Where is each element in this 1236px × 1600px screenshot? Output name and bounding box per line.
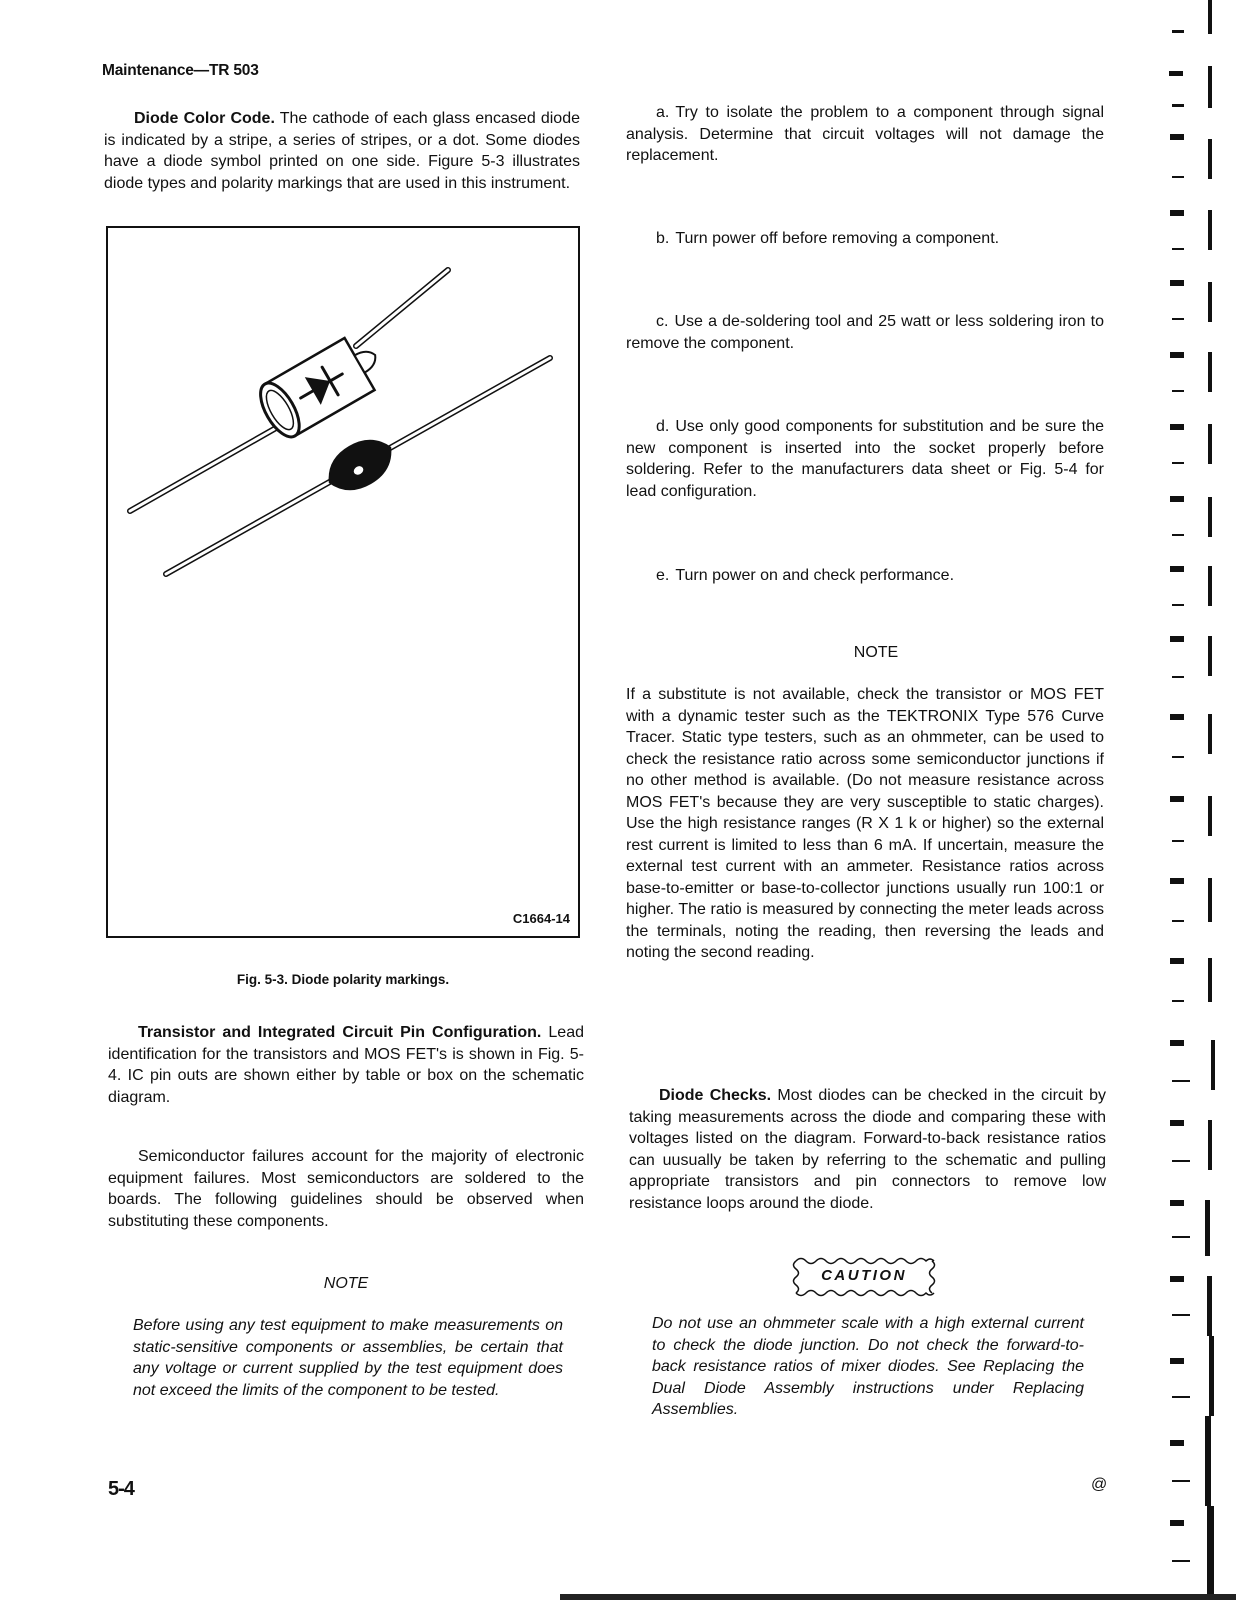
section-text: The cathode of each glass encased diode is indicated by a stripe, a series of stripes, or a dot. Some diodes have a diode symbol printed on one side. Figure 5-3 illustrates diode types and polarity markings that are used in this instrument. bbox=[104, 110, 580, 192]
note-body-right: If a substitute is not available, check the transistor or MOS FET with a dynamic tester such as the TEKTRONIX Type 576 Curve Tracer. Static type testers, such as an ohmmeter, can be used to check the resistance ratio across some semiconductor junctions if no other method is available. (Do not measure resistance across MOS FET's because they are very susceptible to static charges). Use the high resistance ranges (R X 1 k or higher) so the external rest current is limited to less than 6 mA. If uncertain, measure the external test current with an ammeter. Resistance ratios across base-to-emitter or base-to-collector junctions usually run 100:1 or higher. The ratio is measured by connecting the meter leads across the terminals, noting the reading, then reversing the leads and noting the second reading. bbox=[626, 686, 1104, 961]
note-body-left: Before using any test equipment to make measurements on static-sensitive components or assemblies, be certain that any voltage or current supplied by the test equipment does not exceed the limits of the component to be tested. bbox=[133, 1317, 563, 1399]
section-lead: Diode Color Code. bbox=[134, 110, 275, 127]
step-letter: d. bbox=[656, 418, 670, 435]
step-text: Turn power off before removing a component. bbox=[675, 230, 1000, 247]
figure-diode-polarity bbox=[106, 226, 580, 938]
caution-label: CAUTION bbox=[821, 1267, 907, 1284]
step-text: Use a de-soldering tool and 25 watt or less soldering iron to remove the component. bbox=[626, 313, 1104, 352]
step-letter: b. bbox=[656, 230, 670, 247]
footer-mark: @ bbox=[1091, 1476, 1108, 1493]
caution-badge bbox=[790, 1255, 938, 1299]
step-letter: a. bbox=[656, 104, 670, 121]
step-text: Use only good components for substitution and be sure the new component is inserted into the socket properly before soldering. Refer to the manufacturers data sheet or Fig. 5-4 for lead configuration. bbox=[626, 418, 1104, 500]
page-number: 5-4 bbox=[108, 1478, 134, 1500]
step-b bbox=[626, 228, 1104, 250]
diode-checks-paragraph bbox=[629, 1085, 1106, 1214]
semiconductor-failures-paragraph: Semiconductor failures account for the majority of electronic equipment failures. Most semiconductors are soldered to the boards. The following guidelines should be observed when substituting these components. bbox=[108, 1148, 584, 1230]
note-heading-right: NOTE bbox=[853, 644, 899, 661]
note-heading-left: NOTE bbox=[323, 1275, 369, 1292]
step-a bbox=[626, 102, 1104, 167]
figure-caption: Fig. 5-3. Diode polarity markings. bbox=[236, 972, 450, 987]
figure-id: C1664-14 bbox=[512, 911, 570, 926]
step-text: Turn power on and check performance. bbox=[675, 567, 955, 584]
diode-color-code-paragraph bbox=[104, 108, 580, 194]
step-text: Try to isolate the problem to a component through signal analysis. Determine that circuit voltages will not damage the replacement. bbox=[626, 104, 1104, 164]
pin-configuration-paragraph bbox=[108, 1022, 584, 1108]
section-text: Lead identification for the transistors and MOS FET's is shown in Fig. 5-4. IC pin outs are shown either by table or box on the schematic diagram. bbox=[108, 1024, 584, 1106]
running-header: Maintenance—TR 503 bbox=[102, 62, 259, 79]
step-e bbox=[626, 565, 1104, 587]
caution-body: Do not use an ohmmeter scale with a high external current to check the diode junction. Do not check the forward-to-back resistance ratios of mixer diodes. See Replacing the Dual Diode Assembly instructions under Replacing Assemblies. bbox=[652, 1315, 1084, 1418]
step-letter: c. bbox=[656, 313, 669, 330]
step-c bbox=[626, 311, 1104, 354]
section-lead: Diode Checks. bbox=[659, 1087, 772, 1104]
step-d bbox=[626, 416, 1104, 502]
section-text: Most diodes can be checked in the circuit by taking measurements across the diode and comparing these with voltages listed on the diagram. Forward-to-back resistance ratios can uusually be taken by referring to the schematic and pulling appropriate transistors and pin connectors to remove low resistance loops around the diode. bbox=[629, 1087, 1106, 1212]
diode-illustration bbox=[108, 228, 578, 936]
index-tabs-edge bbox=[1165, 0, 1236, 1600]
section-lead: Transistor and Integrated Circuit Pin Configuration. bbox=[138, 1024, 542, 1041]
step-letter: e. bbox=[656, 567, 670, 584]
page-bottom-edge bbox=[560, 1594, 1236, 1600]
